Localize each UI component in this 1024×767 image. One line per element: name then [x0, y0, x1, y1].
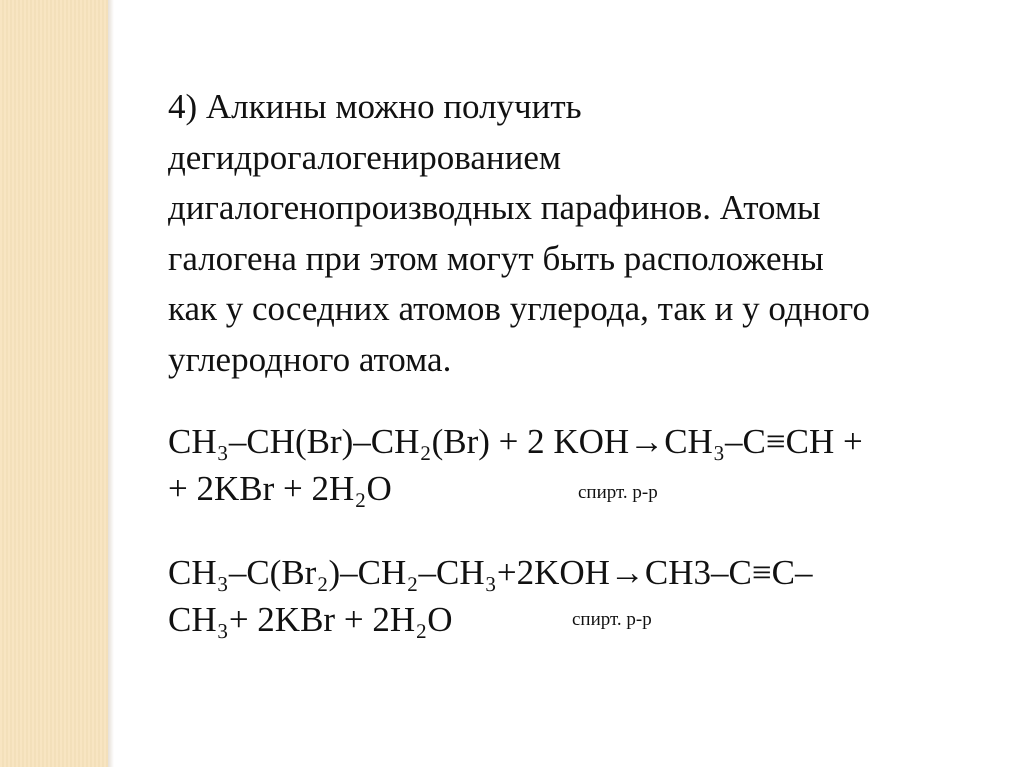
- reaction-equation-2: [168, 549, 812, 643]
- paragraph-line: галогена при этом могут быть расположены: [168, 238, 824, 278]
- decorative-side-band: [0, 0, 108, 767]
- paragraph-line: углеродного атома.: [168, 339, 452, 379]
- reaction-equation-1: [168, 418, 863, 512]
- reaction-2-condition: спирт. р-р: [572, 609, 652, 630]
- paragraph-line: дегидрогалогенированием: [168, 137, 562, 177]
- reaction-1-line-1: CH₃–CH(Br)–CH₂(Br) + 2 KOH→CH₃–C≡CH +: [168, 422, 863, 461]
- paragraph-line: 4) Алкины можно получить: [168, 87, 582, 126]
- reaction-2-line-2: CH₃+ 2KBr + 2H₂O: [168, 600, 453, 639]
- paragraph-line: как у соседних атомов углерода, так и у одного: [168, 289, 870, 328]
- reaction-1-condition: спирт. р-р: [578, 482, 658, 503]
- intro-paragraph: [168, 82, 998, 385]
- reaction-1-line-2: + 2KBr + 2H₂O: [168, 469, 392, 508]
- paragraph-line: дигалогенопроизводных парафинов. Атомы: [168, 188, 821, 227]
- side-band-shadow: [108, 0, 114, 767]
- reaction-2-line-1: CH₃–C(Br₂)–CH₂–CH₃+2KOH→CH3–C≡C–: [168, 553, 813, 592]
